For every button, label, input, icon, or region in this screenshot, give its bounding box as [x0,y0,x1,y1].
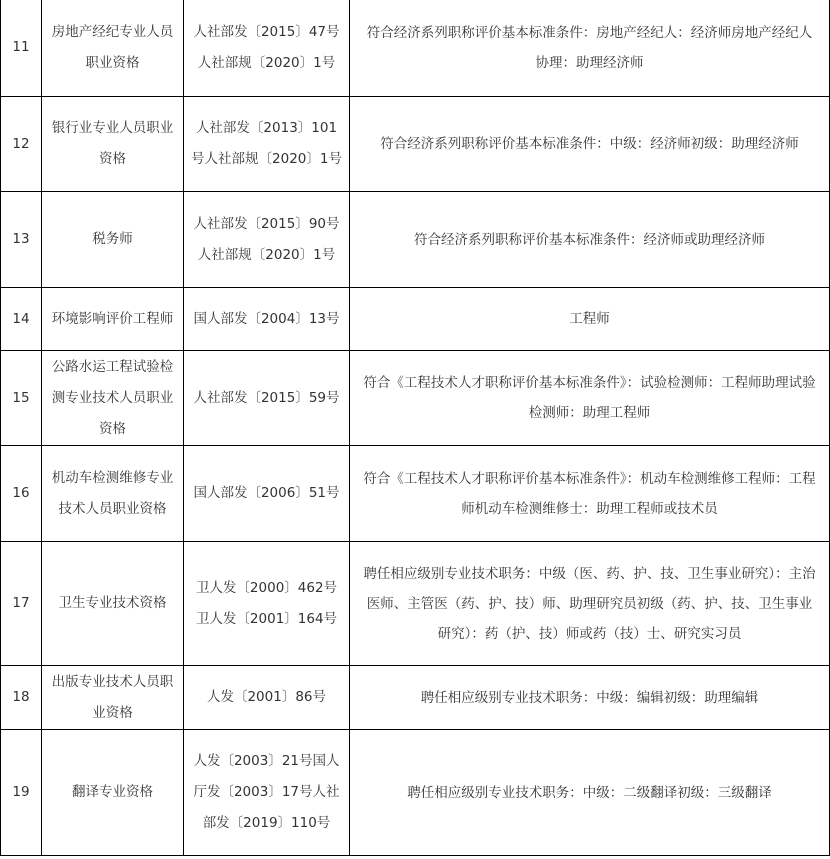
policy-document: 国人部发〔2006〕51号 [184,446,350,542]
row-number: 11 [1,0,42,97]
qualification-name: 机动车检测维修专业技术人员职业资格 [42,446,184,542]
title-requirement: 聘任相应级别专业技术职务：中级（医、药、护、技、卫生事业研究）：主治医师、主管医（药、护、技）师、助理研究员初级（药、护、技、卫生事业研究）：药（护、技）师或药（技）士、研究实习员 [350,542,830,666]
row-number: 16 [1,446,42,542]
table-row [1,351,830,446]
table-row [1,97,830,192]
table-row [1,730,830,856]
row-number: 12 [1,97,42,192]
row-number: 17 [1,542,42,666]
row-number: 15 [1,351,42,446]
qualification-name: 卫生专业技术资格 [42,542,184,666]
row-number: 13 [1,192,42,288]
policy-document: 人社部发〔2015〕47号人社部规〔2020〕1号 [184,0,350,97]
table-row [1,542,830,666]
title-requirement: 聘任相应级别专业技术职务：中级：编辑初级：助理编辑 [350,666,830,730]
row-number: 19 [1,730,42,856]
title-requirement: 符合经济系列职称评价基本标准条件：经济师或助理经济师 [350,192,830,288]
policy-document: 人发〔2001〕86号 [184,666,350,730]
title-requirement: 符合《工程技术人才职称评价基本标准条件》：试验检测师：工程师助理试验检测师：助理工程师 [350,351,830,446]
qualification-name: 环境影响评价工程师 [42,288,184,351]
qualification-name: 公路水运工程试验检测专业技术人员职业资格 [42,351,184,446]
table-row [1,192,830,288]
title-requirement: 符合经济系列职称评价基本标准条件：房地产经纪人：经济师房地产经纪人协理：助理经济师 [350,0,830,97]
policy-document: 国人部发〔2004〕13号 [184,288,350,351]
qualification-name: 翻译专业资格 [42,730,184,856]
policy-document: 人社部发〔2013〕101号人社部规〔2020〕1号 [184,97,350,192]
policy-document: 卫人发〔2000〕462号卫人发〔2001〕164号 [184,542,350,666]
policy-document: 人社部发〔2015〕90号人社部规〔2020〕1号 [184,192,350,288]
policy-document: 人发〔2003〕21号国人厅发〔2003〕17号人社部发〔2019〕110号 [184,730,350,856]
qualification-name: 银行业专业人员职业资格 [42,97,184,192]
table-row [1,0,830,97]
table-row [1,446,830,542]
qualification-name: 税务师 [42,192,184,288]
qualification-name: 出版专业技术人员职业资格 [42,666,184,730]
table-row [1,666,830,730]
title-requirement: 符合经济系列职称评价基本标准条件：中级：经济师初级：助理经济师 [350,97,830,192]
title-requirement: 聘任相应级别专业技术职务：中级：二级翻译初级：三级翻译 [350,730,830,856]
title-requirement: 工程师 [350,288,830,351]
row-number: 14 [1,288,42,351]
table-row [1,288,830,351]
policy-document: 人社部发〔2015〕59号 [184,351,350,446]
row-number: 18 [1,666,42,730]
qualification-name: 房地产经纪专业人员职业资格 [42,0,184,97]
title-requirement: 符合《工程技术人才职称评价基本标准条件》：机动车检测维修工程师：工程师机动车检测维修士：助理工程师或技术员 [350,446,830,542]
